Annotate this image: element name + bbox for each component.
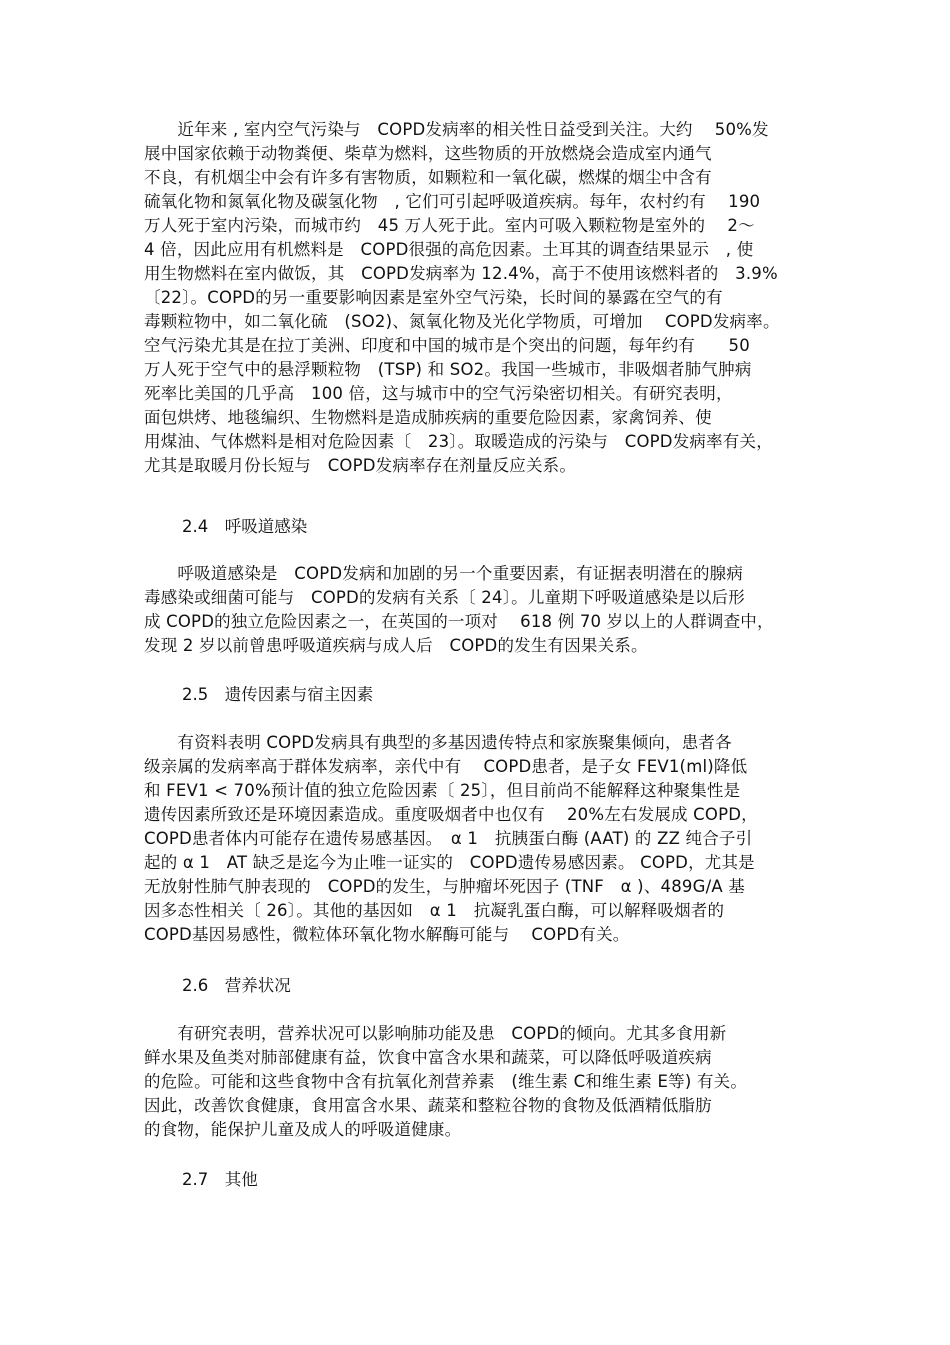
text-line: 空气污染尤其是在拉丁美洲、印度和中国的城市是个突出的问题，每年约有 50 [144,336,750,355]
text-line: 起的 α 1 AT 缺乏是迄今为止唯一证实的 COPD遗传易感因素。 COPD，尤其是 [144,853,755,872]
text-line: 尤其是取暖月份长短与 COPD发病率存在剂量反应关系。 [144,456,577,475]
text-line: 用煤油、气体燃料是相对危险因素〔 23〕。取暖造成的污染与 COPD发病率有关， [144,432,773,451]
text-line: 万人死于室内污染，而城市约 45 万人死于此。室内可吸入颗粒物是室外的 2～ [144,216,755,235]
text-line: 有资料表明 COPD发病具有典型的多基因遗传特点和家族聚集倾向，患者各 [144,733,732,752]
text-line: 展中国家依赖于动物粪便、柴草为燃料，这些物质的开放燃烧会造成室内通气 [144,144,712,163]
text-line: 和 FEV1 < 70%预计值的独立危险因素〔 25〕，但目前尚不能解释这种聚集性是 [144,781,741,800]
text-line: 发现 2 岁以前曾患呼吸道疾病与成人后 COPD的发生有因果关系。 [144,636,648,655]
text-line: COPD基因易感性，微粒体环氧化物水解酶可能与 COPD有关。 [144,925,630,944]
text-line: 毒颗粒物中，如二氧化硫 (SO2)、氮氧化物及光化学物质，可增加 COPD发病率。 [144,312,780,331]
text-line: 呼吸道感染是 COPD发病和加剧的另一个重要因素，有证据表明潜在的腺病 [144,564,744,583]
section-heading-2-5: 2.5 遗传因素与宿主因素 [182,685,374,704]
text-line: COPD患者体内可能存在遗传易感基因。 α 1 抗胰蛋白酶 (AAT) 的 ZZ 纯合子引 [144,829,753,848]
section-heading-2-7: 2.7 其他 [182,1170,258,1189]
text-line: 死率比美国的几乎高 100 倍，这与城市中的空气污染密切相关。有研究表明， [144,384,733,403]
section-heading-2-6: 2.6 营养状况 [182,976,291,995]
text-line: 因此，改善饮食健康，食用富含水果、蔬菜和整粒谷物的食物及低酒精低脂肪 [144,1096,712,1115]
text-line: 的食物，能保护儿童及成人的呼吸道健康。 [144,1120,462,1139]
section-heading-2-4: 2.4 呼吸道感染 [182,517,308,536]
text-line: 级亲属的发病率高于群体发病率，亲代中有 COPD患者，是子女 FEV1(ml)降低 [144,757,748,776]
text-line: 不良，有机烟尘中会有许多有害物质，如颗粒和一氧化碳，燃煤的烟尘中含有 [144,168,712,187]
text-line: 成 COPD的独立危险因素之一，在英国的一项对 618 例 70 岁以上的人群调查中， [144,612,774,631]
text-line: 近年来 , 室内空气污染与 COPD发病率的相关性日益受到关注。大约 50%发 [144,120,769,139]
text-line: 毒感染或细菌可能与 COPD的发病有关系〔 24〕。儿童期下呼吸道感染是以后形 [144,588,745,607]
text-line: 4 倍，因此应用有机燃料是 COPD很强的高危因素。土耳其的调查结果显示 , 使 [144,240,754,259]
text-line: 鲜水果及鱼类对肺部健康有益，饮食中富含水果和蔬菜，可以降低呼吸道疾病 [144,1048,712,1067]
text-line: 面包烘烤、地毯编织、生物燃料是造成肺疾病的重要危险因素，家禽饲养、使 [144,408,712,427]
text-line: 遗传因素所致还是环境因素造成。重度吸烟者中也仅有 20%左右发展成 COPD， [144,805,758,824]
text-line: 万人死于空气中的悬浮颗粒物 (TSP) 和 SO2。我国一些城市，非吸烟者肺气肿病 [144,360,752,379]
text-line: 硫氧化物和氮氧化物及碳氢化物 , 它们可引起呼吸道疾病。每年，农村约有 190 [144,192,761,211]
text-line: 无放射性肺气肿表现的 COPD的发生，与肿瘤坏死因子 (TNF α )、489G/A 基 [144,877,745,896]
text-line: 的危险。可能和这些食物中含有抗氧化剂营养素 (维生素 C和维生素 E等) 有关。 [144,1072,748,1091]
text-line: 〔22〕。COPD的另一重要影响因素是室外空气污染，长时间的暴露在空气的有 [144,288,723,307]
text-line: 有研究表明，营养状况可以影响肺功能及患 COPD的倾向。尤其多食用新 [144,1024,727,1043]
text-line: 因多态性相关〔 26〕。其他的基因如 α 1 抗凝乳蛋白酶，可以解释吸烟者的 [144,901,725,920]
text-line: 用生物燃料在室内做饭，其 COPD发病率为 12.4%，高于不使用该燃料者的 3.9% [144,264,778,283]
